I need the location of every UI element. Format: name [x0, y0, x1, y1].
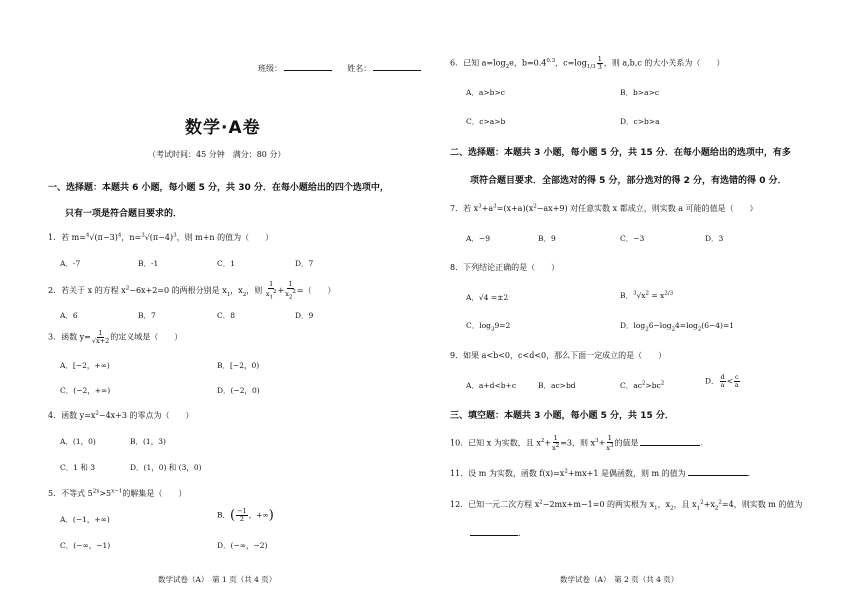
question-12-answer-line: . [468, 527, 521, 538]
question-4-option-c[interactable]: C．1 和 3 [60, 463, 96, 472]
name-label: 姓名： [347, 64, 372, 73]
question-8-option-b[interactable]: B．$^3√x^2 = x^{2/3}$ [620, 290, 674, 300]
question-9-option-d[interactable]: D． $\frac{d}{a}$ < $\frac{c}{a}$ [705, 373, 739, 389]
question-10-answer-blank[interactable] [640, 437, 700, 446]
question-5-option-b[interactable]: B．( $\frac{-1}{2}$ ，+∞) [217, 507, 274, 523]
question-7-option-b[interactable]: B．9 [538, 234, 556, 243]
name-blank[interactable] [373, 62, 421, 71]
question-10-stem: 10．已知 x 为实数，且 $x^2+$ $\frac{1}{x^2}$ =3，则 $x^3+$ $\frac{1}{x^3}$ 的值是 . [450, 434, 703, 453]
question-5-option-c[interactable]: C．(−∞，−1) [60, 541, 111, 550]
question-5-option-d[interactable]: D．(−∞，−2) [217, 541, 268, 550]
section1-heading-line2: 只有一项是符合题目要求的． [65, 209, 183, 219]
question-11-stem: 11．设 m 为实数，函数 $f(x)=x^2+mx+1$ 是偶函数，则 m 的值为 . [450, 468, 751, 478]
question-6-option-c[interactable]: C．c>a>b [466, 117, 506, 126]
question-12-answer-blank[interactable] [470, 527, 518, 536]
question-6-stem: 6．已知 $a=\log_2e$，$b=0.4^{0.3}$，$c=\log_{1/3}$ $\frac{1}{3}$ ，则 a,b,c 的大小关系为（ ） [450, 55, 725, 71]
question-1-option-d[interactable]: D．7 [295, 259, 314, 268]
question-5-stem: 5．不等式 $5^{2x}>5^{x-1}$的解集是（ ） [48, 488, 187, 498]
question-3-option-b[interactable]: B．[−2，0) [217, 361, 260, 370]
page-2-footer: 数学试卷（A） 第 2 页（共 4 页） [560, 575, 679, 584]
question-4-option-d[interactable]: D．(1，0) 和 (3，0) [130, 463, 202, 472]
question-4-option-b[interactable]: B．(1，3) [130, 437, 166, 446]
question-4-stem: 4．函数 $y=x^2-4x+3$ 的零点为（ ） [48, 410, 194, 420]
question-1-option-c[interactable]: C．1 [217, 259, 236, 268]
question-1-option-b[interactable]: B．-1 [138, 259, 159, 268]
section1-heading-line1: 一、选择题：本题共 6 小题，每小题 5 分，共 30 分．在每小题给出的四个选项中， [48, 183, 389, 193]
exam-info: （考试时间：45 分钟 满分：80 分） [148, 150, 286, 159]
question-2-option-b[interactable]: B．7 [138, 311, 156, 320]
question-3-option-d[interactable]: D．(−2，0) [217, 386, 260, 395]
question-8-option-d[interactable]: D．$\log_26-\log_24=\log_2(6-4)=1$ [620, 321, 735, 333]
exam-page-2 [430, 0, 860, 604]
question-1-option-a[interactable]: A．-7 [60, 259, 81, 268]
question-6-option-a[interactable]: A．a>b>c [466, 88, 505, 97]
question-6-option-d[interactable]: D．c>b>a [620, 117, 660, 126]
question-7-stem: 7．若 $x^3+a^3=(x+a)(x^2-ax+9)$ 对任意实数 x 都成立，则实数 a 可能的值是（ ） [450, 203, 758, 213]
question-4-option-a[interactable]: A．(1，0) [60, 437, 96, 446]
question-2-option-d[interactable]: D．9 [295, 311, 314, 320]
question-11-answer-blank[interactable] [688, 467, 748, 476]
section2-heading-line1: 二、选择题：本题共 3 小题，每小题 5 分，共 15 分．在每小题给出的选项中，有多 [450, 148, 791, 158]
page-1-footer: 数学试卷（A） 第 1 页（共 4 页） [158, 575, 277, 584]
section3-heading: 三、填空题：本题共 3 小题，每小题 5 分，共 15 分． [450, 411, 674, 421]
question-12-stem: 12．已知一元二次方程 $x^2-2mx+m-1=0$ 的两实根为 $x_1$，$x_2$，且 $x_1^2+x_2^2=4$，则实数 m 的值为 [450, 499, 803, 512]
question-3-option-a[interactable]: A．[−2，+∞) [60, 361, 110, 370]
question-1-stem: 1．若 $m=^4√(\pi-3)^4$，$n=^3√(\pi-4)^3$，则 m+n 的值为（ ） [48, 232, 274, 242]
question-9-option-a[interactable]: A．a+d<b+c [466, 381, 517, 390]
class-label: 班级： [258, 64, 282, 73]
section2-heading-line2: 项符合题目要求．全部选对的得 5 分，部分选对的得 2 分，有选错的得 0 分． [470, 176, 787, 186]
question-2-stem: 2．若关于 x 的方程 $x^2-6x+2=0$ 的两根分别是 $x_1$，$x_2$，则 $\frac{1}{x_1^2}$ + $\frac{1}{x_2^2}$ =（ ） [48, 280, 336, 301]
header-fields [258, 62, 421, 74]
question-7-option-c[interactable]: C．−3 [620, 234, 645, 243]
question-7-option-a[interactable]: A．−9 [466, 234, 490, 243]
question-2-option-a[interactable]: A．6 [60, 311, 78, 320]
question-2-option-c[interactable]: C．8 [217, 311, 236, 320]
question-3-stem: 3．函数 y= $\frac{1}{√x+2}$ 的定义域是（ ） [48, 329, 183, 345]
question-8-option-c[interactable]: C．$\log_39=2$ [466, 321, 511, 333]
question-7-option-d[interactable]: D．3 [705, 234, 724, 243]
question-8-option-a[interactable]: A．√4 =±2 [466, 293, 509, 302]
question-3-option-c[interactable]: C．(−2，+∞) [60, 386, 111, 395]
question-9-option-b[interactable]: B．ac>bd [538, 381, 576, 390]
question-6-option-b[interactable]: B．b>a>c [620, 88, 660, 97]
question-9-option-c[interactable]: C．$ac^2>bc^2$ [620, 380, 665, 390]
question-8-stem: 8．下列结论正确的是（ ） [450, 263, 560, 272]
exam-title: 数学·A卷 [185, 118, 261, 138]
question-5-option-a[interactable]: A．(−1，+∞) [60, 515, 110, 524]
class-blank[interactable] [284, 62, 332, 71]
question-9-stem: 9．如果 a<b<0，c<d<0，那么下面一定成立的是（ ） [450, 351, 667, 360]
